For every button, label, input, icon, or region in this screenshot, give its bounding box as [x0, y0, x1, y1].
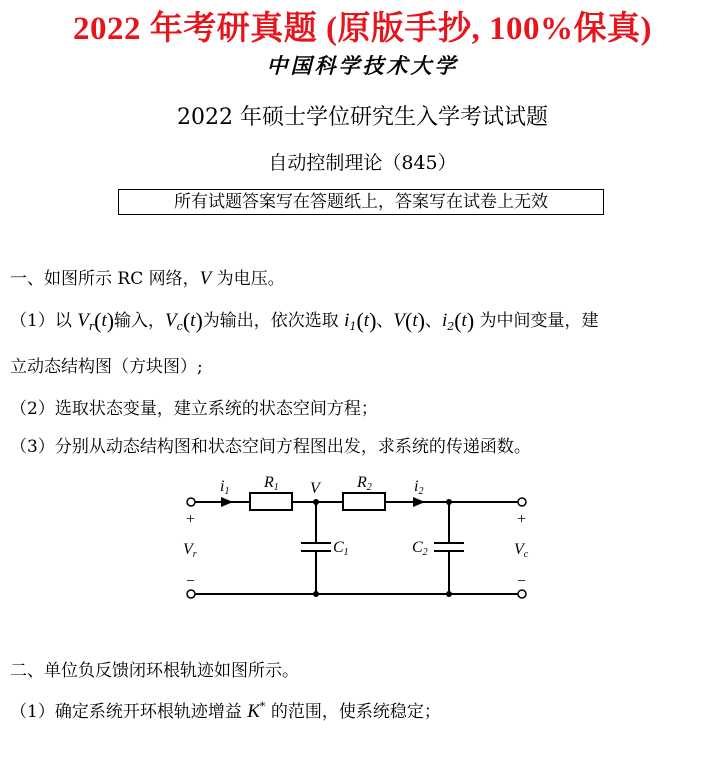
junction-dot-top-right: [446, 499, 452, 505]
banner-title: 2022 年考研真题 (原版手抄, 100%保真): [73, 11, 652, 47]
paren: (: [454, 308, 462, 333]
terminal-output-bottom: [518, 590, 526, 598]
label-vr: Vr: [183, 541, 197, 560]
var-K: K: [247, 701, 260, 722]
paren: ): [466, 308, 475, 333]
paren: (: [94, 308, 102, 333]
sub-2: 2: [447, 320, 455, 333]
q1-stem-var: V: [199, 268, 212, 289]
label-plus-right: +: [516, 511, 527, 528]
q2p1-text-post: 的范围，使系统稳定；: [265, 702, 441, 722]
university-name: 中国科学技术大学: [266, 53, 459, 78]
q1-stem-post: 为电压。: [211, 269, 285, 289]
q1p1-text-a: （1）以: [10, 311, 78, 331]
junction-dot-bottom: [313, 591, 319, 597]
label-i1: i1: [220, 478, 230, 497]
sub-1: 1: [349, 320, 357, 333]
label-r2: R2: [357, 474, 372, 493]
exam-title: 2022 年硕士学位研究生入学考试试题: [177, 105, 548, 130]
paren: ): [195, 308, 203, 333]
arrow-i1: [221, 497, 233, 507]
q1p1-text-d: 、: [376, 311, 394, 331]
sup-star: *: [259, 700, 266, 713]
arrow-i2: [413, 497, 425, 507]
q2p1-text-pre: （1）确定系统开环根轨迹增益: [10, 702, 248, 722]
var-t: t: [101, 310, 107, 331]
paren: (: [356, 308, 364, 333]
label-i2: i2: [414, 478, 424, 497]
question-2-stem: 二、单位负反馈闭环根轨迹如图所示。: [10, 661, 299, 681]
label-minus-left: −: [185, 573, 196, 590]
junction-dot-bottom-right: [446, 591, 452, 597]
paren: ): [369, 308, 377, 333]
question-1-part-2: （2）选取状态变量，建立系统的状态空间方程；: [10, 399, 378, 419]
question-1-part-1-cont: 立动态结构图（方块图）;: [10, 357, 203, 377]
var-V: V: [393, 310, 405, 331]
resistor-r2: [343, 493, 385, 510]
var-V: V: [165, 310, 177, 331]
question-1-part-3: （3）分别从动态结构图和状态空间方程图出发，求系统的传递函数。: [10, 437, 531, 457]
terminal-input-top: [187, 498, 195, 506]
label-v: V: [310, 480, 320, 497]
q1p1-text-f: 为中间变量，建: [474, 311, 599, 331]
var-t: t: [190, 310, 196, 331]
junction-dot-top: [313, 499, 319, 505]
label-plus-left: +: [185, 511, 196, 528]
question-2-part-1: [10, 697, 441, 723]
var-i: i: [344, 310, 350, 331]
label-r1: R1: [264, 474, 279, 493]
paren: ): [106, 308, 115, 333]
sub-c: c: [176, 320, 183, 333]
var-V: V: [77, 310, 89, 331]
paren: ): [417, 308, 425, 333]
q1p1-text-e: 、: [424, 311, 442, 331]
q1-stem-pre: 一、如图所示 RC 网络，: [10, 269, 200, 289]
var-t: t: [461, 310, 467, 331]
paren: (: [182, 308, 191, 333]
subject-title: 自动控制理论（845）: [268, 152, 457, 174]
terminal-input-bottom: [187, 590, 195, 598]
label-minus-right: −: [516, 573, 527, 590]
var-t: t: [363, 310, 370, 331]
label-c1: C1: [333, 539, 349, 558]
notice-box: 所有试题答案写在答题纸上，答案写在试卷上无效: [118, 189, 604, 215]
label-c2: C2: [412, 539, 428, 558]
var-t: t: [412, 310, 418, 331]
terminal-output-top: [518, 498, 526, 506]
var-i: i: [441, 310, 448, 331]
resistor-r1: [250, 493, 292, 510]
label-vc: Vc: [514, 541, 529, 560]
q1p1-text-c: 为输出，依次选取: [202, 311, 345, 331]
sub-r: r: [88, 320, 95, 333]
q1p1-text-b: 输入，: [114, 311, 166, 331]
paren: (: [405, 308, 413, 333]
